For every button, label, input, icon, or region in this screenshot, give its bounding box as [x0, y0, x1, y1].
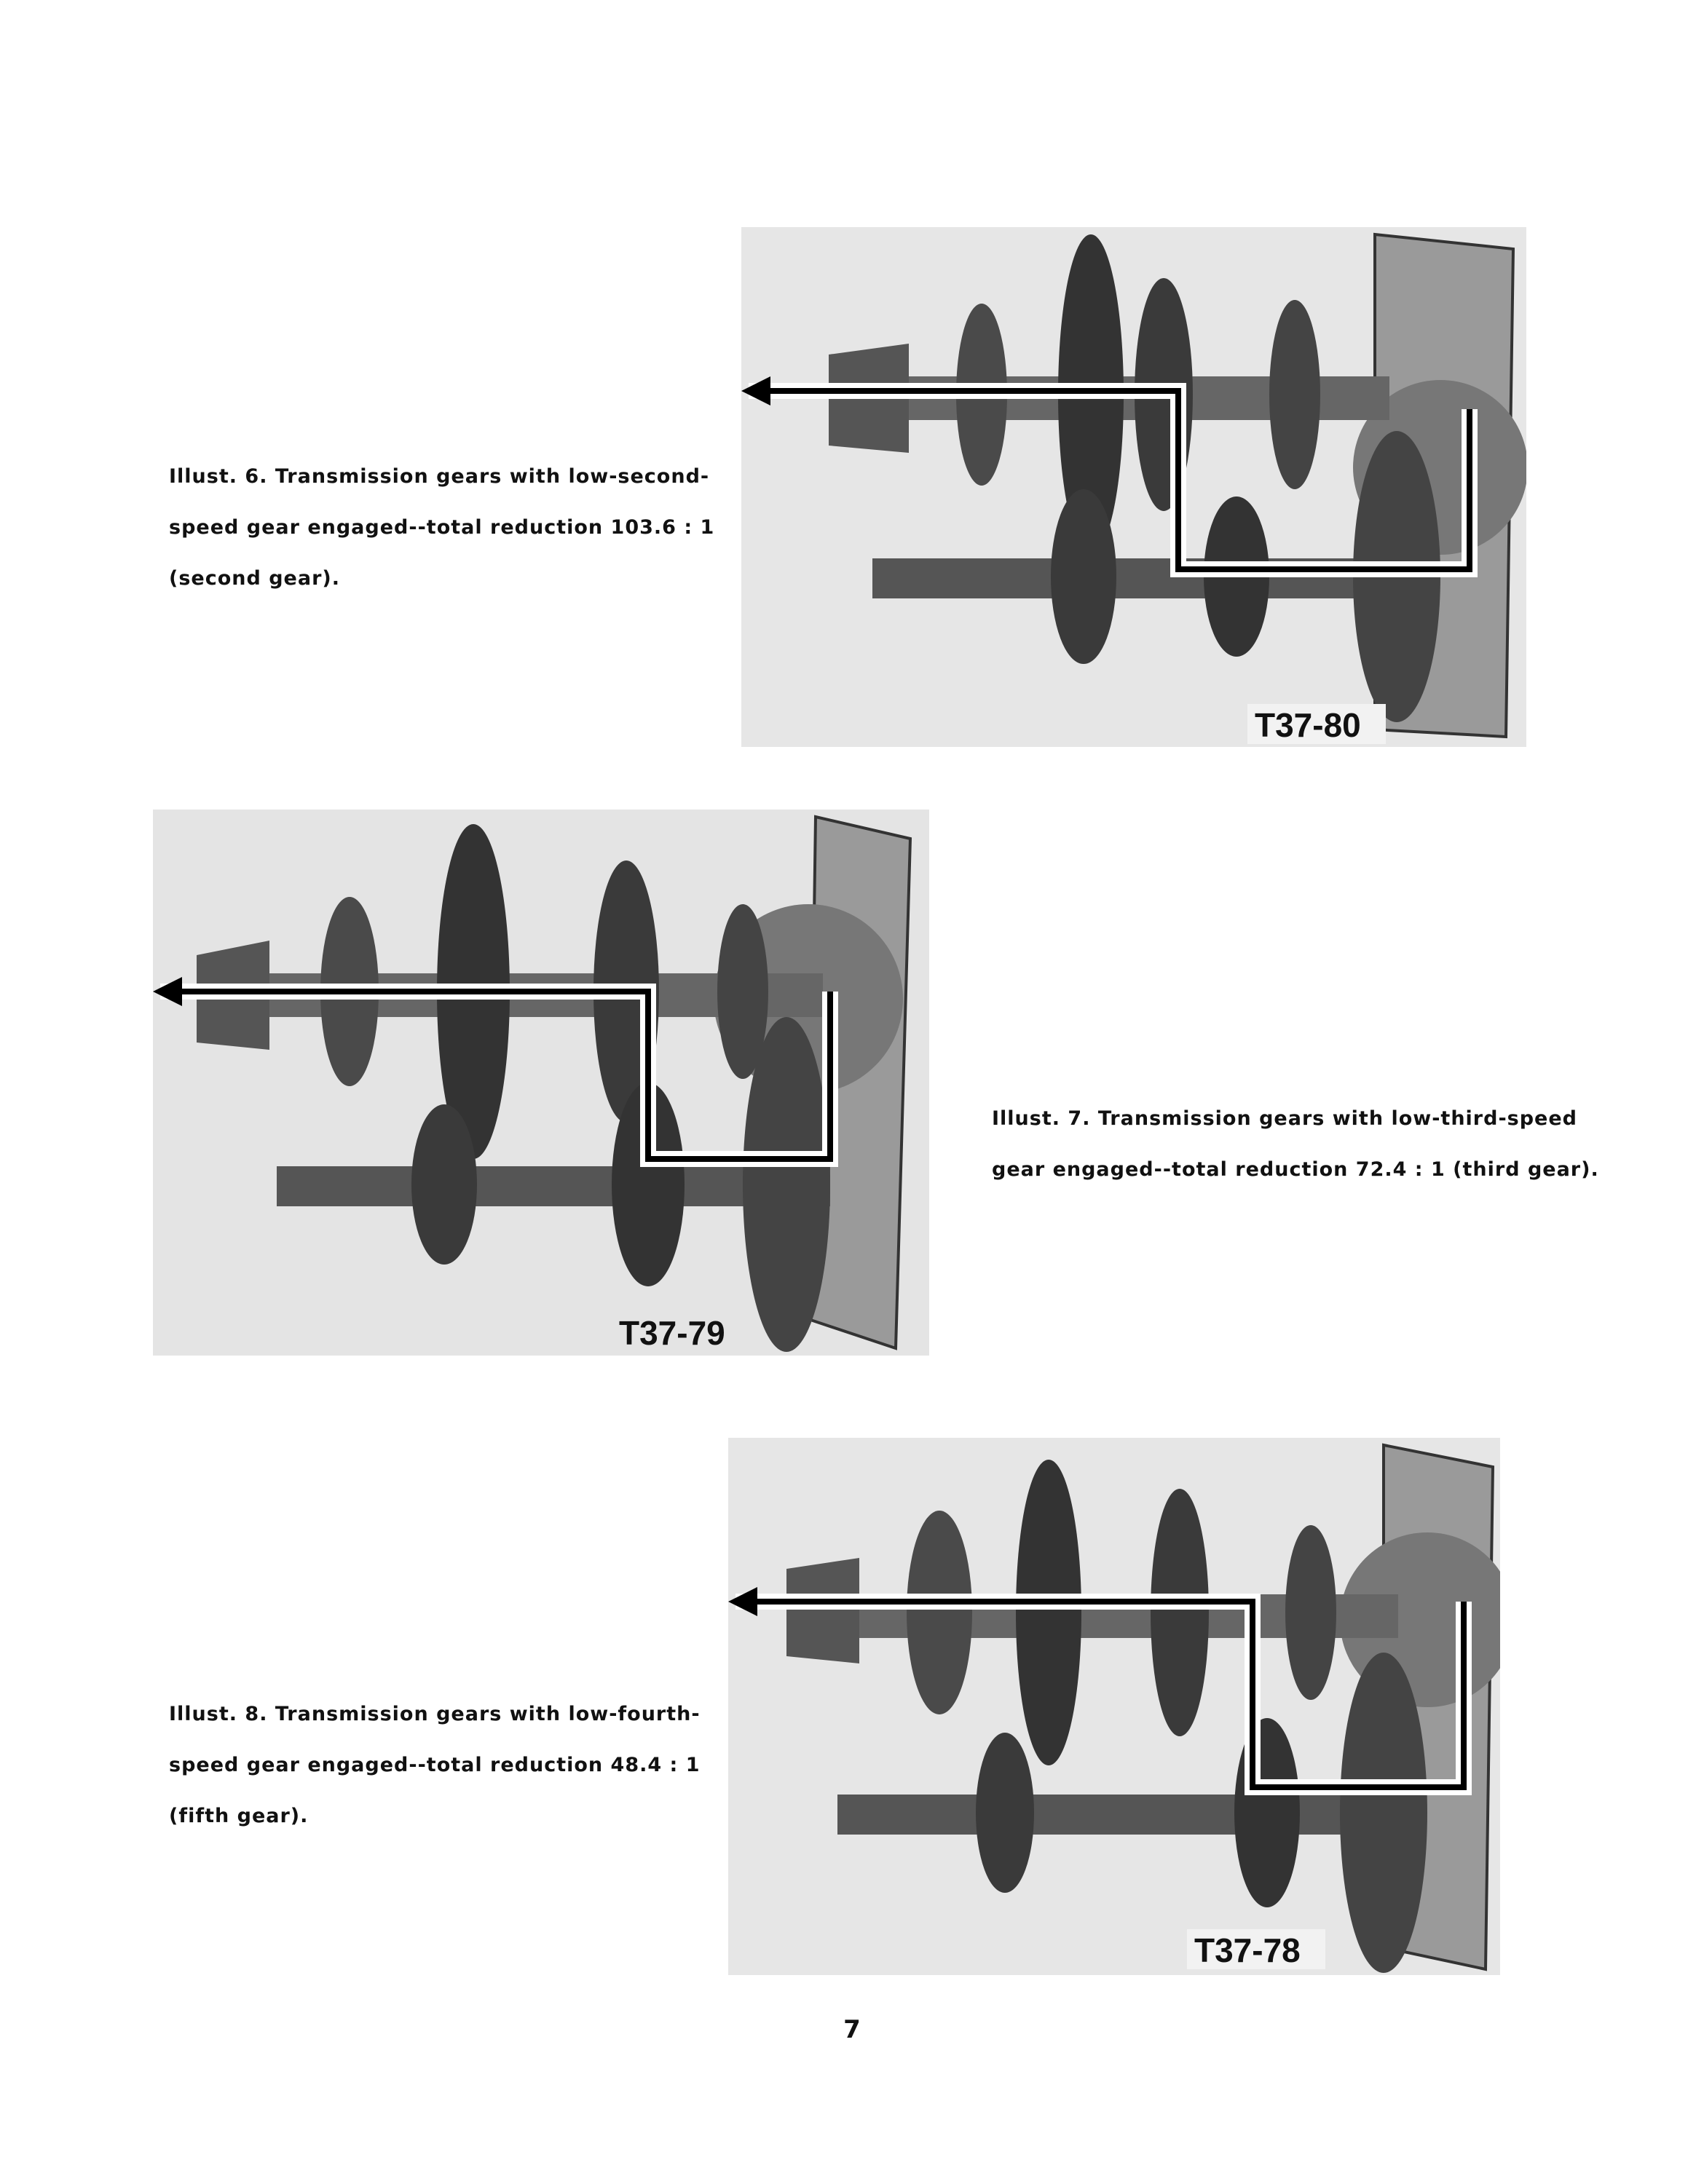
illust-8-caption — [169, 1689, 701, 1842]
caption-line: Illust. 6. Transmission gears with low-second- — [169, 465, 710, 488]
caption-line: gear engaged--total reduction 72.4 : 1 (third gear). — [992, 1158, 1599, 1181]
transmission-gears-image — [153, 810, 929, 1356]
illust-6-photo — [741, 227, 1526, 747]
caption-line: speed gear engaged--total reduction 48.4 : 1 — [169, 1754, 701, 1776]
figure-label: T37-78 — [1194, 1931, 1301, 1969]
caption-line: (second gear). — [169, 567, 340, 590]
illust-8-photo — [728, 1438, 1500, 1975]
illust-7-caption — [992, 1093, 1599, 1195]
illust-7-photo — [153, 810, 929, 1356]
figure-label: T37-79 — [619, 1314, 725, 1352]
caption-line: Illust. 8. Transmission gears with low-fourth- — [169, 1703, 701, 1725]
caption-line: Illust. 7. Transmission gears with low-third-speed — [992, 1107, 1577, 1130]
transmission-gears-image — [741, 227, 1526, 747]
figure-label: T37-80 — [1255, 706, 1361, 744]
caption-line: (fifth gear). — [169, 1805, 309, 1827]
transmission-gears-image — [728, 1438, 1500, 1975]
caption-line: speed gear engaged--total reduction 103.6 : 1 — [169, 516, 715, 539]
page-number: 7 — [843, 2015, 861, 2044]
illust-6-caption — [169, 451, 714, 604]
